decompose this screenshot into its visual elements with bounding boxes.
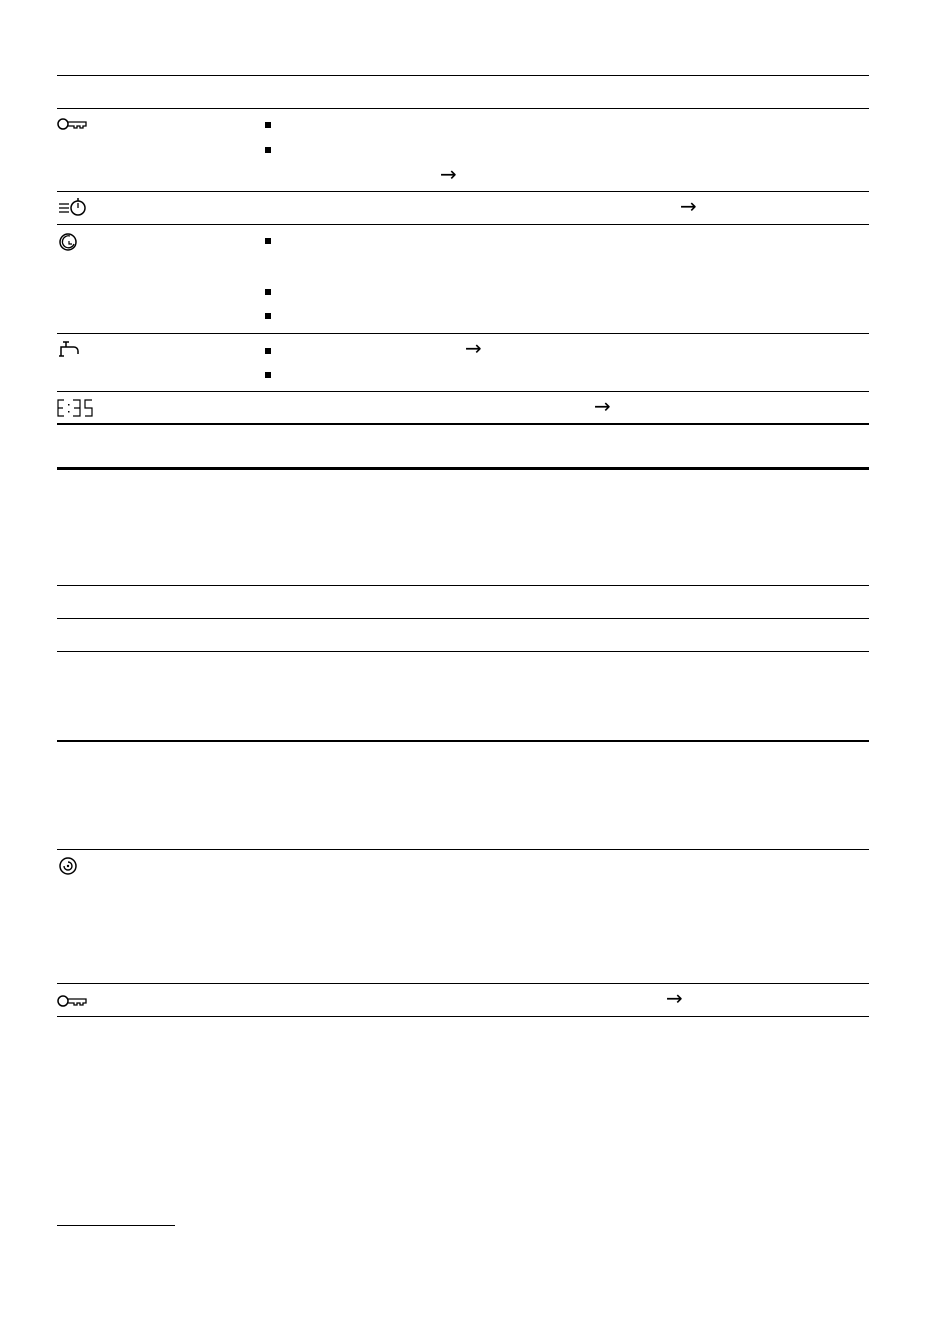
key-icon <box>57 994 87 1013</box>
key-icon <box>57 117 87 136</box>
row-divider <box>57 585 869 586</box>
tap-icon <box>58 340 82 363</box>
row-divider <box>57 849 869 850</box>
section-bottom-border <box>57 740 869 742</box>
spin-icon <box>58 856 78 881</box>
table-top-bottom-border <box>57 423 869 425</box>
fast-timer-icon <box>57 197 89 222</box>
arrow-symbol: → <box>440 162 457 186</box>
table-top-border <box>57 75 869 76</box>
row-divider <box>57 618 869 619</box>
list-bullet <box>265 122 271 128</box>
table-header-divider <box>57 108 869 109</box>
list-bullet <box>265 238 271 244</box>
section-top-border <box>57 467 869 470</box>
row-divider <box>57 191 869 192</box>
arrow-symbol: → <box>465 336 482 360</box>
list-bullet <box>265 372 271 378</box>
table-bottom-border <box>57 1016 869 1017</box>
row-divider <box>57 651 869 652</box>
footnote-separator <box>57 1225 175 1226</box>
row-divider <box>57 333 869 334</box>
row-divider <box>57 983 869 984</box>
arrow-symbol: → <box>594 394 611 418</box>
arrow-symbol: → <box>666 986 683 1010</box>
moon-clock-icon <box>58 232 78 257</box>
row-divider <box>57 391 869 392</box>
list-bullet <box>265 289 271 295</box>
arrow-symbol: → <box>680 194 697 218</box>
row-divider <box>57 224 869 225</box>
list-bullet <box>265 313 271 319</box>
list-bullet <box>265 348 271 354</box>
display-code-icon <box>56 398 100 423</box>
list-bullet <box>265 147 271 153</box>
